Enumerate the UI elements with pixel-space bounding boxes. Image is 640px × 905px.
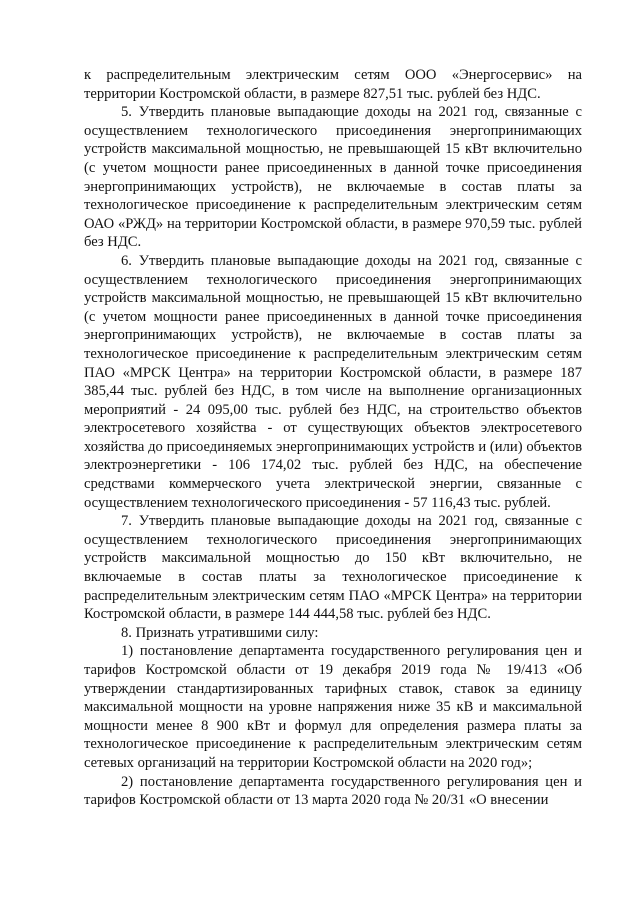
paragraph-continuation: к распределительным электрическим сетям ООО «Энергосервис» на территории Костромской области, в размере 827,51 тыс. рублей без НДС. — [84, 67, 582, 102]
paragraph-item-8: 8. Признать утратившими силу: — [121, 624, 319, 641]
paragraph-subitem-1: 1) постановление департамента государственного регулирования цен и тарифов Костромской области от 19 декабря 2019 года № 19/413 «Об утверждении стандартизированных тарифных ставок, ставок за единицу максимальной мощности на уровне напряжения ниже 35 кВ и максимальной мощности менее 8 900 кВт и формул для определения размера платы за технологическое присоединение к распределительным электрическим сетям сетевых организаций на территории Костромской области на 2020 год»; — [84, 643, 582, 771]
paragraph-item-5: 5. Утвердить плановые выпадающие доходы на 2021 год, связанные с осуществлением технологического присоединения энергопринимающих устройств максимальной мощностью, не превышающей 15 кВт включительно (с учетом мощности ранее присоединенных в данной точке присоединения энергопринимающих устройств), не включаемые в состав платы за технологическое присоединение к распределительным электрическим сетям ОАО «РЖД» на территории Костромской области, в размере 970,59 тыс. рублей без НДС. — [84, 104, 582, 251]
paragraph-item-6: 6. Утвердить плановые выпадающие доходы на 2021 год, связанные с осуществлением технологического присоединения энергопринимающих устройств максимальной мощностью, не превышающей 15 кВт включительно (с учетом мощности ранее присоединенных в данной точке присоединения энергопринимающих устройств), не включаемые в состав платы за технологическое присоединение к распределительным электрическим сетям ПАО «МРСК Центра» на территории Костромской области, в размере 187 385,44 тыс. рублей без НДС, в том числе на выполнение организационных мероприятий - 24 095,00 тыс. рублей без НДС, на строительство объектов электросетевого хозяйства - от существующих объектов электросетевого хозяйства до присоединяемых энергопринимающих устройств и (или) объектов электроэнергетики - 106 174,02 тыс. рублей без НДС, на обеспечение средствами коммерческого учета электрической энергии, связанные с осуществлением технологического присоединения - 57 116,43 тыс. рублей. — [84, 252, 582, 511]
paragraph-item-7: 7. Утвердить плановые выпадающие доходы на 2021 год, связанные с осуществлением технологического присоединения энергопринимающих устройств максимальной мощностью до 150 кВт включительно, не включаемые в состав платы за технологическое присоединение к распределительным электрическим сетям ПАО «МРСК Центра» на территории Костромской области, в размере 144 444,58 тыс. рублей без НДС. — [84, 513, 582, 623]
paragraph-subitem-2: 2) постановление департамента государственного регулирования цен и тарифов Костромской области от 13 марта 2020 года № 20/31 «О внесении — [84, 773, 582, 809]
document-page — [84, 66, 582, 810]
